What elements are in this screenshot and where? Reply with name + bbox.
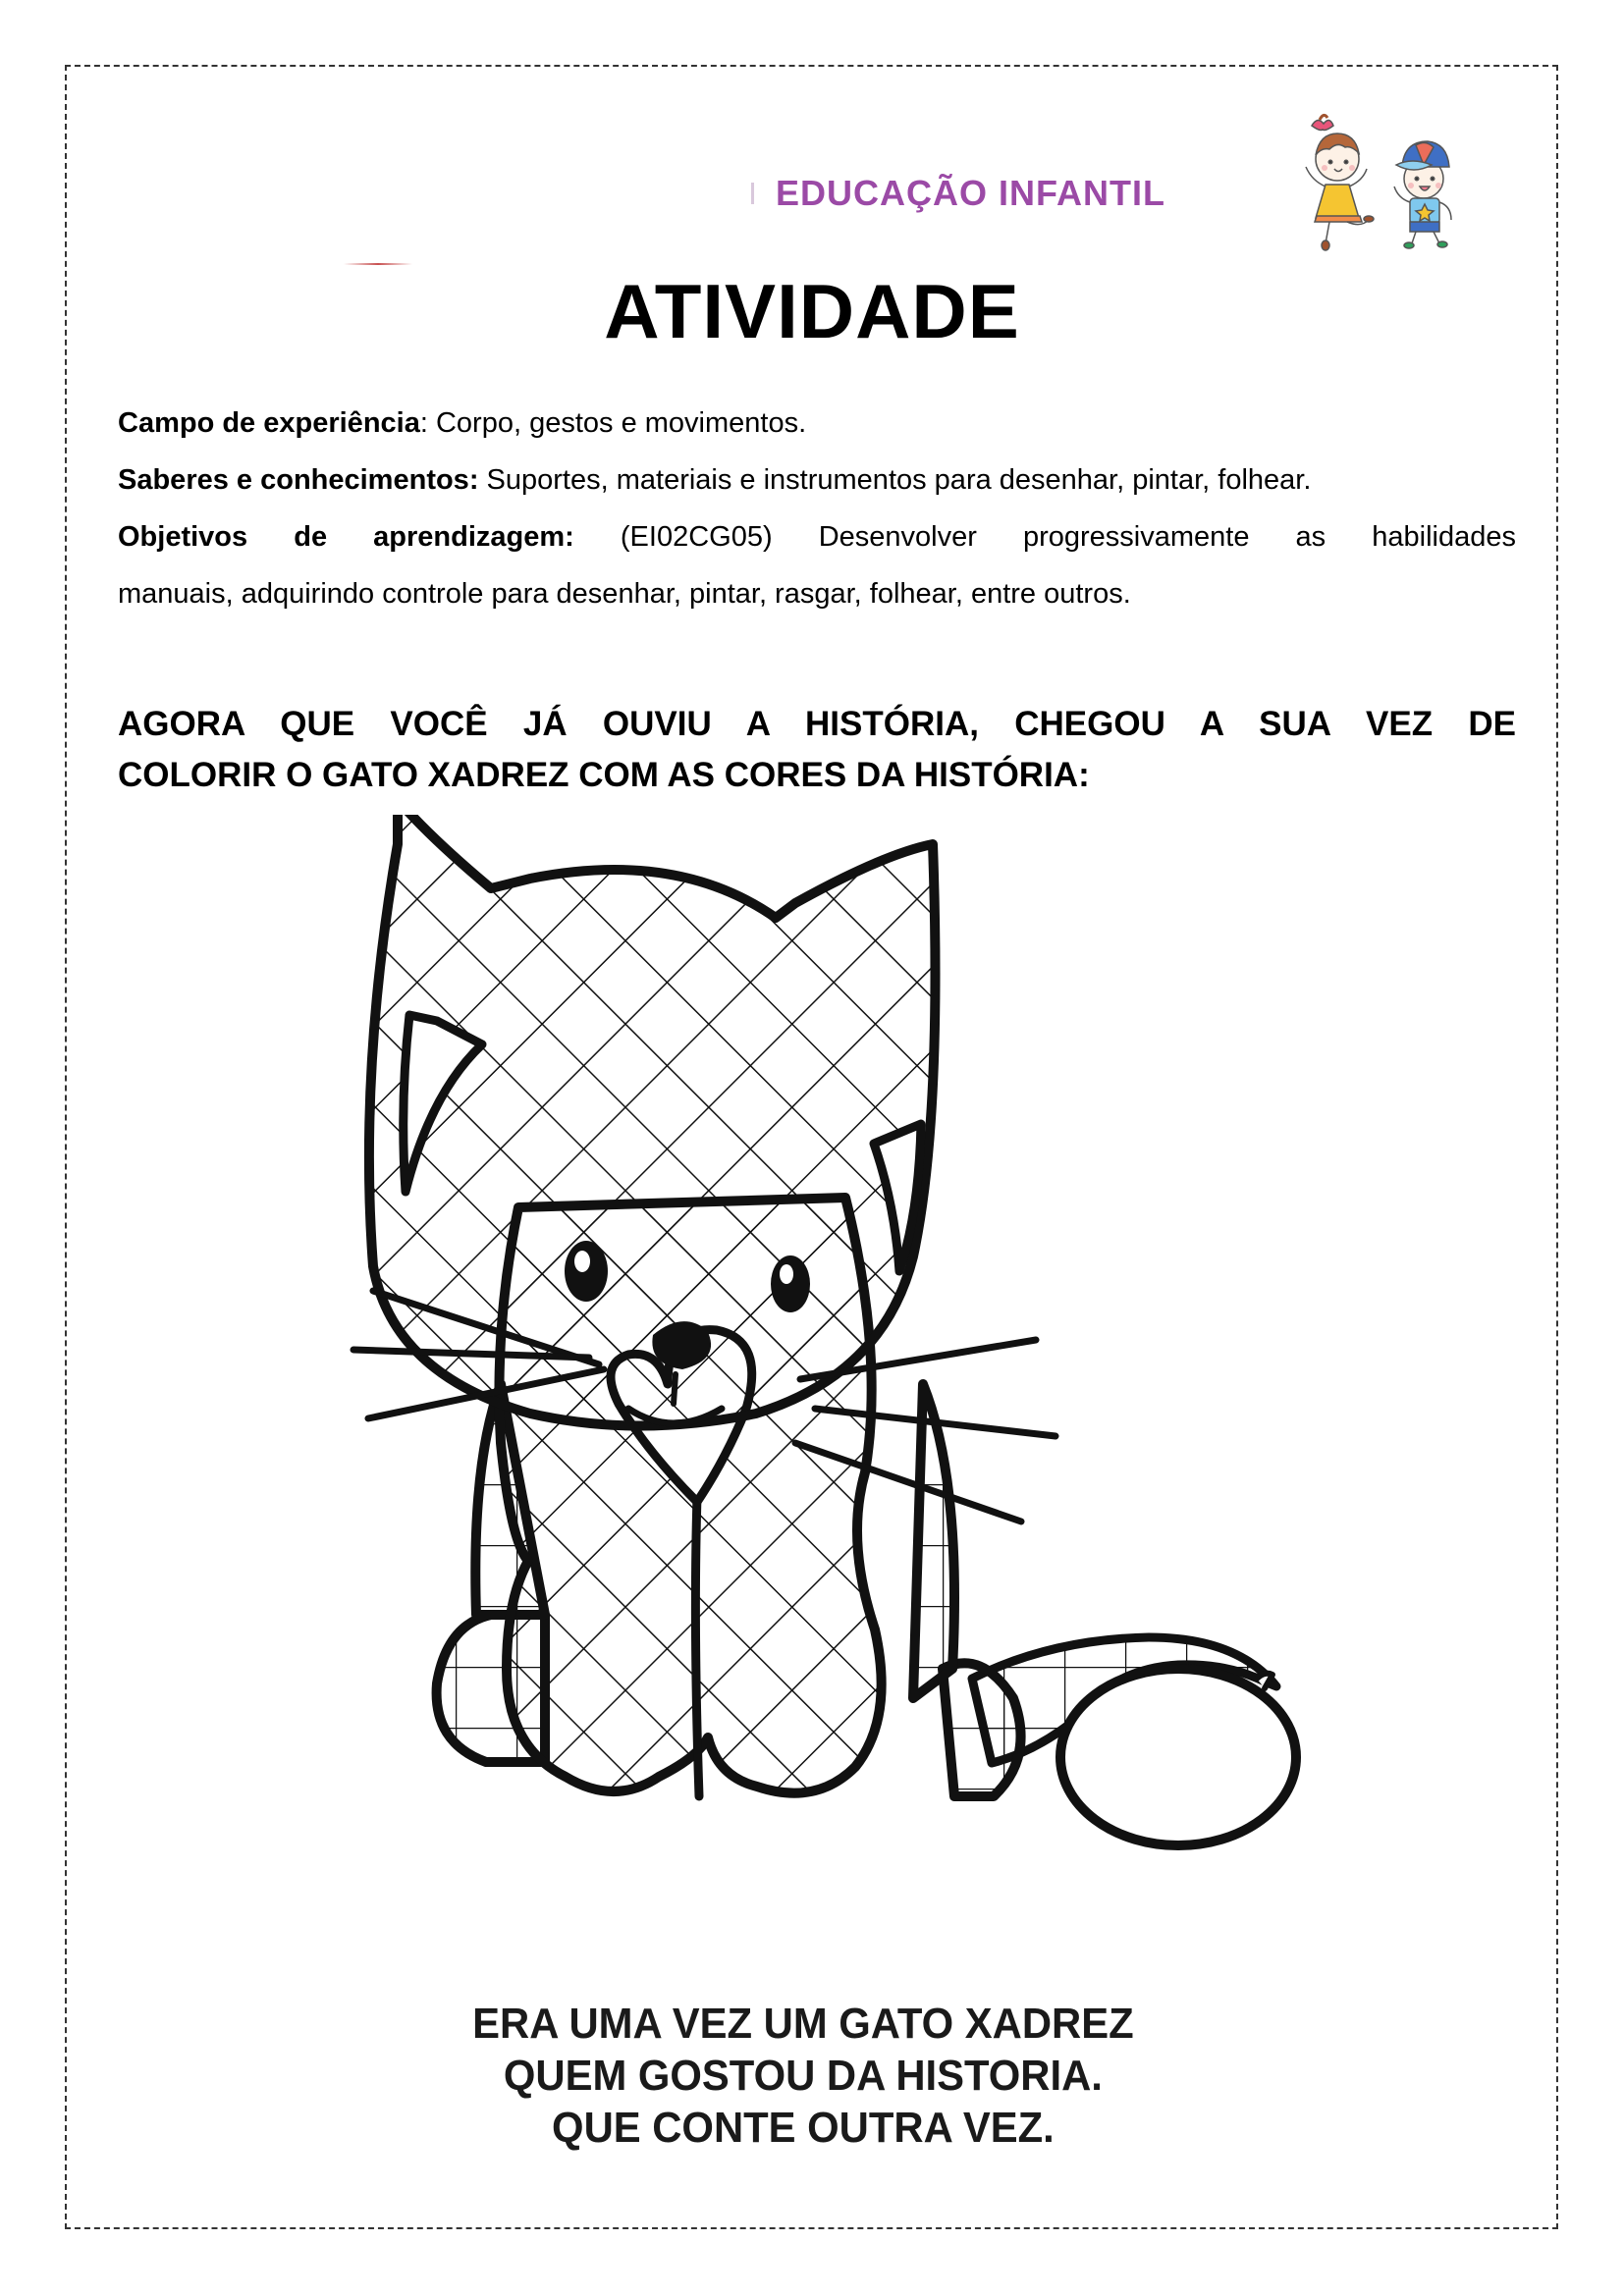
verse-line1: ERA UMA VEZ UM GATO XADREZ — [472, 2000, 1134, 2048]
objetivos-value-2: manuais, adquirindo controle para desenhar, pintar, rasgar, folhear, entre outros. — [118, 578, 1131, 610]
instruction — [118, 699, 1516, 801]
page-title: ATIVIDADE — [604, 268, 1020, 354]
objetivos-label: Objetivos de aprendizagem: — [118, 521, 574, 553]
instruction-line1: AGORA QUE VOCÊ JÁ OUVIU A HISTÓRIA, CHEGOU A SUA VEZ DE — [118, 705, 1516, 743]
decorative-line — [344, 263, 412, 265]
campo-label: Campo de experiência — [118, 407, 420, 439]
kids-illustration-icon — [1298, 108, 1470, 255]
saberes-conhecimentos — [118, 452, 1516, 508]
verse — [41, 1998, 1584, 2154]
campo-experiencia — [118, 395, 1516, 452]
instruction-line2: COLORIR O GATO XADREZ COM AS CORES DA HISTÓRIA: — [118, 756, 1090, 794]
verse-line2: QUEM GOSTOU DA HISTORIA. — [503, 2052, 1103, 2100]
brand-divider — [751, 183, 754, 204]
saberes-value: Suportes, materiais e instrumentos para desenhar, pintar, folhear. — [478, 464, 1312, 496]
objetivos-value-1: (EI02CG05) Desenvolver progressivamente as habilidades — [573, 521, 1516, 553]
campo-value: Corpo, gestos e movimentos. — [435, 407, 807, 439]
campo-sep: : — [419, 407, 436, 439]
verse-line3: QUE CONTE OUTRA VEZ. — [552, 2104, 1055, 2152]
cat-coloring-illustration — [334, 815, 1345, 1953]
brand-title: EDUCAÇÃO INFANTIL — [776, 173, 1165, 213]
saberes-label: Saberes e conhecimentos: — [118, 464, 479, 496]
activity-info — [118, 395, 1516, 622]
objetivos-line1 — [118, 508, 1516, 565]
objetivos-line2 — [118, 565, 1516, 622]
